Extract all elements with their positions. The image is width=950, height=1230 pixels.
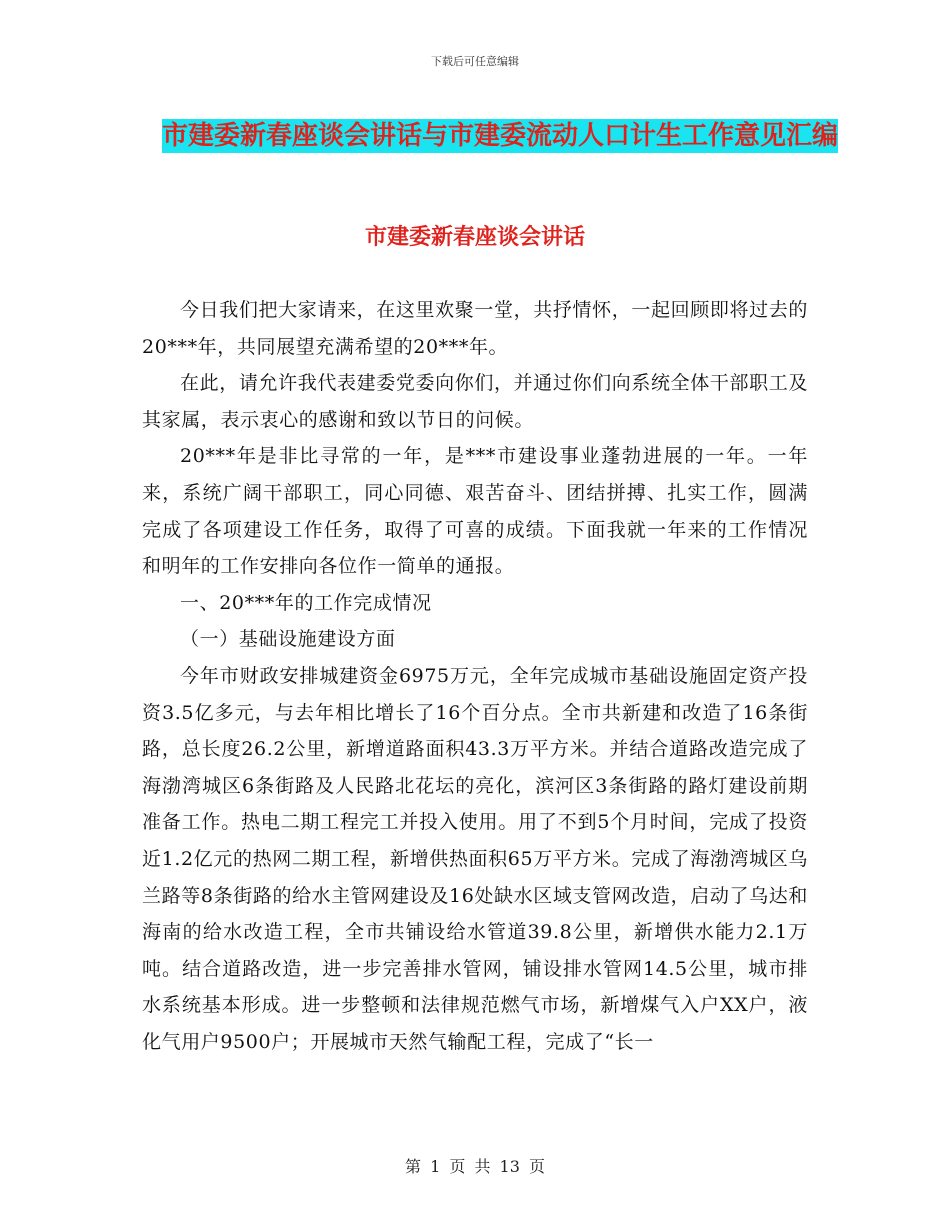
subsection-heading: （一）基础设施建设方面 [180,628,396,651]
section-heading: 一、20***年的工作完成情况 [180,591,432,614]
section-title: 市建委新春座谈会讲话 [364,225,585,250]
paragraph: 在此，请允许我代表建委党委向你们，并通过你们向系统全体干部职工及其家属，表示衷心的感谢和致以节日的问候。 [142,372,808,431]
document-title [150,110,850,162]
page-header-note: 下载后可任意编辑 [431,55,519,68]
document-body [142,292,808,1060]
page-number-footer: 第 1 页 共 13 页 [405,1157,545,1176]
paragraph: 今年市财政安排城建资金6975万元，全年完成城市基础设施固定资产投资3.5亿多元，与去年相比增长了16个百分点。全市共新建和改造了16条街路，总长度26.2公里，新增道路面积43.3万平方米。并结合道路改造完成了海渤湾城区6条街路及人民路北花坛的亮化，滨河区3条街路的路灯建设前期准备工作。热电二期工程完工并投入使用。用了不到5个月时间，完成了投资近1.2亿元的热网二期工程，新增供热面积65万平方米。完成了海渤湾城区乌兰路等8条街路的给水主管网建设及16处缺水区域支管网改造，启动了乌达和海南的给水改造工程，全市共铺设给水管道39.8公里，新增供水能力2.1万吨。结合道路改造，进一步完善排水管网，铺设排水管网14.5公里，城市排水系统基本形成。进一步整顿和法律规范燃气市场，新增煤气入户XX户，液化气用户9500户；开展城市天然气输配工程，完成了“长一 [142,664,808,1053]
paragraph: 20***年是非比寻常的一年，是***市建设事业蓬勃进展的一年。一年来，系统广阔干部职工，同心同德、艰苦奋斗、团结拼搏、扎实工作，圆满完成了各项建设工作任务，取得了可喜的成绩。下面我就一年来的工作情况和明年的工作安排向各位作一简单的通报。 [142,445,808,578]
document-title-text: 市建委新春座谈会讲话与市建委流动人口计生工作意见汇编 [161,121,838,151]
paragraph: 今日我们把大家请来，在这里欢聚一堂，共抒情怀，一起回顾即将过去的20***年，共同展望充满希望的20***年。 [142,299,808,358]
